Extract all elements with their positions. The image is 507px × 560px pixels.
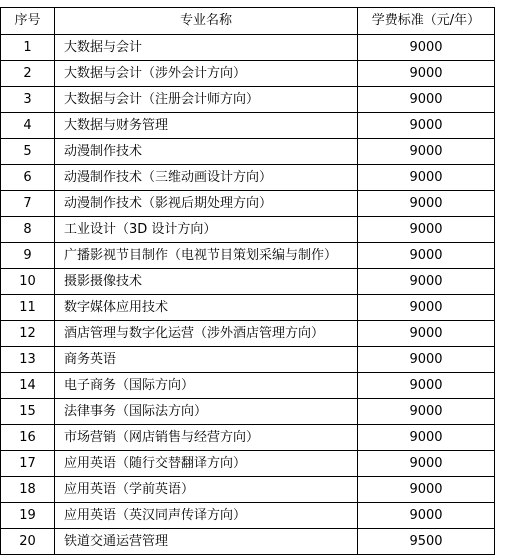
tuition-fee-cell: 9000 — [358, 425, 495, 451]
tuition-fee-cell: 9000 — [358, 269, 495, 295]
row-index-cell: 6 — [1, 165, 55, 191]
row-index-cell: 13 — [1, 347, 55, 373]
tuition-fee-cell: 9000 — [358, 113, 495, 139]
table-row — [1, 373, 495, 399]
tuition-fee-cell: 9000 — [358, 399, 495, 425]
major-name-cell: 大数据与会计 — [55, 35, 358, 61]
tuition-fee-cell: 9000 — [358, 321, 495, 347]
row-index-cell: 19 — [1, 503, 55, 529]
major-name-cell: 电子商务（国际方向） — [55, 373, 358, 399]
table-row — [1, 269, 495, 295]
table-row — [1, 425, 495, 451]
table-row — [1, 347, 495, 373]
tuition-fee-cell: 9000 — [358, 217, 495, 243]
row-index-cell: 18 — [1, 477, 55, 503]
tuition-fee-cell: 9000 — [358, 87, 495, 113]
table-row — [1, 529, 495, 555]
major-name-cell: 大数据与会计（涉外会计方向） — [55, 61, 358, 87]
major-name-cell: 应用英语（学前英语） — [55, 477, 358, 503]
table-row — [1, 35, 495, 61]
major-name-cell: 摄影摄像技术 — [55, 269, 358, 295]
header-row — [1, 8, 495, 35]
row-index-cell: 9 — [1, 243, 55, 269]
tuition-fee-cell: 9000 — [358, 477, 495, 503]
row-index-cell: 8 — [1, 217, 55, 243]
tuition-fee-cell: 9000 — [358, 295, 495, 321]
tuition-fee-cell: 9000 — [358, 347, 495, 373]
tuition-fee-cell: 9000 — [358, 191, 495, 217]
major-name-cell: 工业设计（3D 设计方向） — [55, 217, 358, 243]
header-index: 序号 — [1, 8, 55, 35]
tuition-table-container — [0, 7, 494, 555]
tuition-fee-cell: 9000 — [358, 503, 495, 529]
row-index-cell: 4 — [1, 113, 55, 139]
header-major: 专业名称 — [55, 8, 358, 35]
table-row — [1, 217, 495, 243]
table-row — [1, 295, 495, 321]
major-name-cell: 应用英语（英汉同声传译方向） — [55, 503, 358, 529]
row-index-cell: 7 — [1, 191, 55, 217]
table-row — [1, 87, 495, 113]
table-row — [1, 191, 495, 217]
major-name-cell: 数字媒体应用技术 — [55, 295, 358, 321]
row-index-cell: 11 — [1, 295, 55, 321]
major-name-cell: 酒店管理与数字化运营（涉外酒店管理方向） — [55, 321, 358, 347]
table-row — [1, 399, 495, 425]
major-name-cell: 应用英语（随行交替翻译方向） — [55, 451, 358, 477]
tuition-table — [0, 7, 495, 555]
table-body — [1, 35, 495, 555]
row-index-cell: 10 — [1, 269, 55, 295]
row-index-cell: 17 — [1, 451, 55, 477]
major-name-cell: 市场营销（网店销售与经营方向） — [55, 425, 358, 451]
table-row — [1, 165, 495, 191]
major-name-cell: 法律事务（国际法方向） — [55, 399, 358, 425]
major-name-cell: 动漫制作技术 — [55, 139, 358, 165]
row-index-cell: 12 — [1, 321, 55, 347]
row-index-cell: 1 — [1, 35, 55, 61]
tuition-fee-cell: 9000 — [358, 35, 495, 61]
table-row — [1, 243, 495, 269]
tuition-fee-cell: 9000 — [358, 139, 495, 165]
tuition-fee-cell: 9000 — [358, 451, 495, 477]
table-row — [1, 477, 495, 503]
major-name-cell: 广播影视节目制作（电视节目策划采编与制作） — [55, 243, 358, 269]
table-row — [1, 503, 495, 529]
row-index-cell: 5 — [1, 139, 55, 165]
row-index-cell: 3 — [1, 87, 55, 113]
tuition-fee-cell: 9500 — [358, 529, 495, 555]
row-index-cell: 20 — [1, 529, 55, 555]
table-row — [1, 61, 495, 87]
tuition-fee-cell: 9000 — [358, 61, 495, 87]
row-index-cell: 16 — [1, 425, 55, 451]
tuition-fee-cell: 9000 — [358, 373, 495, 399]
header-fee: 学费标准（元/年） — [358, 8, 495, 35]
table-row — [1, 113, 495, 139]
tuition-fee-cell: 9000 — [358, 165, 495, 191]
major-name-cell: 动漫制作技术（影视后期处理方向） — [55, 191, 358, 217]
major-name-cell: 商务英语 — [55, 347, 358, 373]
major-name-cell: 大数据与会计（注册会计师方向） — [55, 87, 358, 113]
major-name-cell: 动漫制作技术（三维动画设计方向） — [55, 165, 358, 191]
major-name-cell: 铁道交通运营管理 — [55, 529, 358, 555]
major-name-cell: 大数据与财务管理 — [55, 113, 358, 139]
tuition-fee-cell: 9000 — [358, 243, 495, 269]
table-row — [1, 451, 495, 477]
table-row — [1, 321, 495, 347]
row-index-cell: 15 — [1, 399, 55, 425]
row-index-cell: 2 — [1, 61, 55, 87]
table-header — [1, 8, 495, 35]
table-row — [1, 139, 495, 165]
row-index-cell: 14 — [1, 373, 55, 399]
